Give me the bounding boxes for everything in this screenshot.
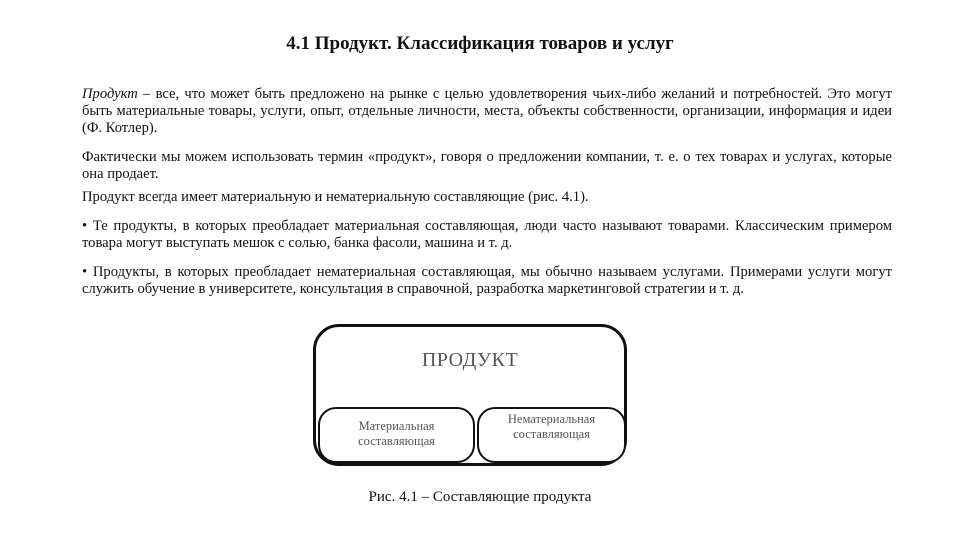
- paragraph-services: [82, 264, 892, 298]
- paragraph-definition: [82, 86, 892, 137]
- material-component-box: [318, 407, 475, 463]
- immaterial-label-line2: составляющая: [513, 427, 590, 441]
- definition-text: – все, что может быть предложено на рынке с целью удовлетворения чьих-либо желаний и потребностей. Это могут быть материальные товары, услуги, опыт, отдельные личности, места, объекты собственности, организации, информация и идеи (Ф. Котлер).: [82, 86, 892, 136]
- immaterial-label-line1: Нематериальная: [507, 412, 596, 426]
- immaterial-component-box: [477, 407, 626, 463]
- paragraph-goods: [82, 218, 892, 252]
- product-diagram: [313, 324, 627, 466]
- diagram-title: ПРОДУКТ: [421, 349, 519, 371]
- figure-caption: Рис. 4.1 – Составляющие продукта: [368, 489, 592, 505]
- paragraph-components: [82, 189, 892, 206]
- paragraph-components-text: Продукт всегда имеет материальную и нематериальную составляющие (рис. 4.1).: [82, 189, 589, 205]
- paragraph-services-text: • Продукты, в которых преобладает нематериальная составляющая, мы обычно называем услугами. Примерами услуги могут служить обучение в университете, консультация в справочной, разработка маркетинговой стратегии и т. д.: [82, 264, 892, 297]
- paragraph-usage-text: Фактически мы можем использовать термин «продукт», говоря о предложении компании, т. е. о тех товарах и услугах, которые она продает.: [82, 149, 892, 182]
- material-label-line1: Материальная: [358, 419, 435, 433]
- paragraph-goods-text: • Те продукты, в которых преобладает материальная составляющая, люди часто называют товарами. Классическим примером товара могут выступать мешок с солью, банка фасоли, машина и т. д.: [82, 218, 892, 251]
- term-product: Продукт: [82, 86, 138, 102]
- page-title: 4.1 Продукт. Классификация товаров и услуг: [286, 33, 674, 54]
- material-label-line2: составляющая: [358, 434, 435, 448]
- paragraph-usage: [82, 149, 892, 183]
